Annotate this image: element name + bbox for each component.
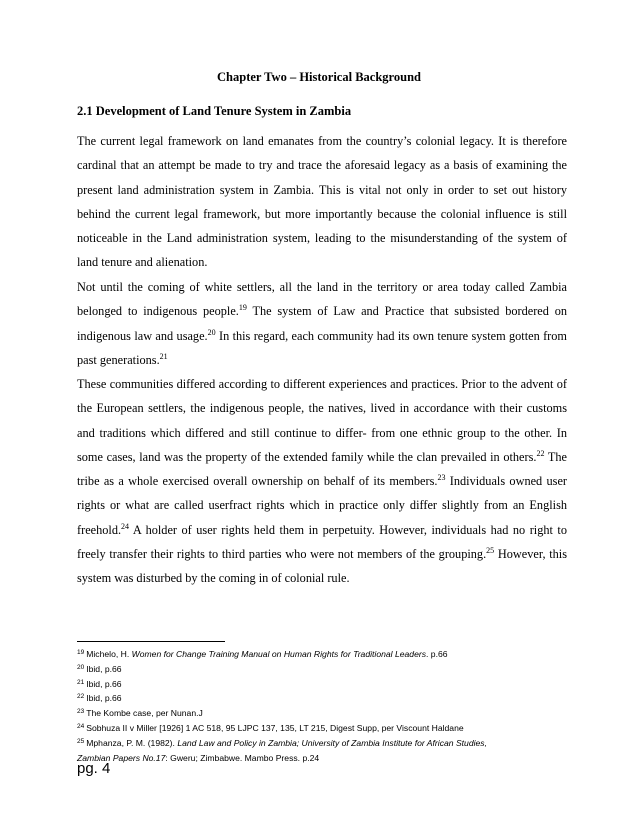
paragraph-3-sentence-4: A holder of user rights held them in perpetuity. However, individuals had no right to freely transfer their rights to third parties who were not members of the grouping.: [77, 522, 567, 562]
footnote-ref-20[interactable]: 20: [207, 327, 216, 337]
footnote-number: 21: [77, 678, 85, 686]
footnote-ref-21[interactable]: 21: [159, 351, 168, 361]
footnote-number: 23: [77, 708, 85, 716]
footnote: [77, 691, 557, 706]
footnote: [77, 721, 557, 736]
page-number: pg. 4: [77, 760, 111, 777]
footnote: [77, 647, 557, 662]
footnote-title: Zambian Papers No.17: [77, 752, 166, 763]
paragraph-3-sentence-5: However, this system was disturbed by the coming in of colonial rule.: [77, 547, 567, 586]
footnote-ref-22[interactable]: 22: [536, 448, 545, 458]
footnote-text-end: . p.66: [426, 649, 448, 659]
paragraph-3-sentence-1: These communities differed according to different experiences and practices. Prior to the advent of the European settlers, the indigenous people, the natives, lived in accordance with their customs and traditions which differed and still continue to differ- from one ethnic group to the other. In some cases, land was the property of the extended family while the clan prevailed in others.: [77, 377, 567, 464]
footnote-text: The Kombe case, per Nunan.J: [86, 708, 203, 719]
footnote-number: 20: [77, 663, 85, 671]
footnote-text-end: : Gweru; Zimbabwe. Mambo Press. p.24: [165, 752, 320, 763]
footnote-number: 25: [77, 737, 85, 745]
paragraph-2-sentence-3: In this regard, each community had its own tenure system gotten from past generations.: [77, 328, 567, 367]
footnote-ref-24[interactable]: 24: [121, 521, 130, 531]
paragraph-3-sentence-2: The tribe as a whole exercised overall ownership on behalf of its members.: [77, 449, 567, 489]
paragraph-2-sentence-2: The system of Law and Practice that subsisted bordered on indigenous law and usage.: [77, 304, 567, 343]
footnote: [77, 706, 557, 721]
footnote-text: Sobhuza II v Miller [1926] 1 AC 518, 95 LJPC 137, 135, LT 215, Digest Supp, per Viscount Haldane: [86, 722, 464, 733]
footnote-text: Ibid, p.66: [86, 693, 122, 704]
footnote-text: Mphanza, P. M. (1982).: [86, 737, 178, 748]
footnote-text: Ibid, p.66: [86, 678, 122, 689]
footnote-title: Land Law and Policy in Zambia; University of Zambia Institute for African Studies,: [177, 737, 487, 748]
footnote: [77, 677, 557, 692]
paragraph-2-sentence-1: Not until the coming of white settlers, all the land in the territory or area today called Zambia belonged to indigenous people.: [77, 280, 567, 319]
chapter-title: Chapter Two – Historical Background: [217, 70, 421, 84]
footnote-number: 19: [77, 649, 85, 656]
footnote-separator: [77, 641, 225, 642]
footnote-text: Ibid, p.66: [86, 663, 122, 674]
footnote-ref-25[interactable]: 25: [486, 546, 495, 556]
footnote-title: Women for Change Training Manual on Human Rights for Traditional Leaders: [131, 649, 427, 659]
footnote-ref-23[interactable]: 23: [437, 473, 446, 483]
footnote: [77, 662, 557, 677]
footnote-ref-19[interactable]: 19: [238, 303, 247, 313]
footnotes: [77, 647, 557, 765]
footnote-text: Michelo, H.: [86, 649, 132, 659]
paragraph-1: The current legal framework on land emanates from the country’s colonial legacy. It is therefore cardinal that an attempt be made to try and trace the aforesaid legacy as a basis of examining the present land administration system in Zambia. This is vital not only in order to set out history behind the current legal framework, but more importantly because the colonial influence is still noticeable in the Land administration system, leading to the misunderstanding of the system of land tenure and alienation.: [77, 134, 567, 270]
paragraph-3: [77, 372, 567, 591]
footnote: [77, 736, 557, 751]
paragraph-2: [77, 275, 567, 372]
footnote-continuation: [77, 751, 557, 766]
footnote-number: 22: [77, 693, 85, 701]
section-title: 2.1 Development of Land Tenure System in Zambia: [77, 104, 352, 118]
paragraph-3-sentence-3: Individuals owned user rights or what are called userfract rights which in practice only differ slightly from an English freehold.: [77, 474, 568, 537]
footnote-number: 24: [77, 722, 85, 730]
